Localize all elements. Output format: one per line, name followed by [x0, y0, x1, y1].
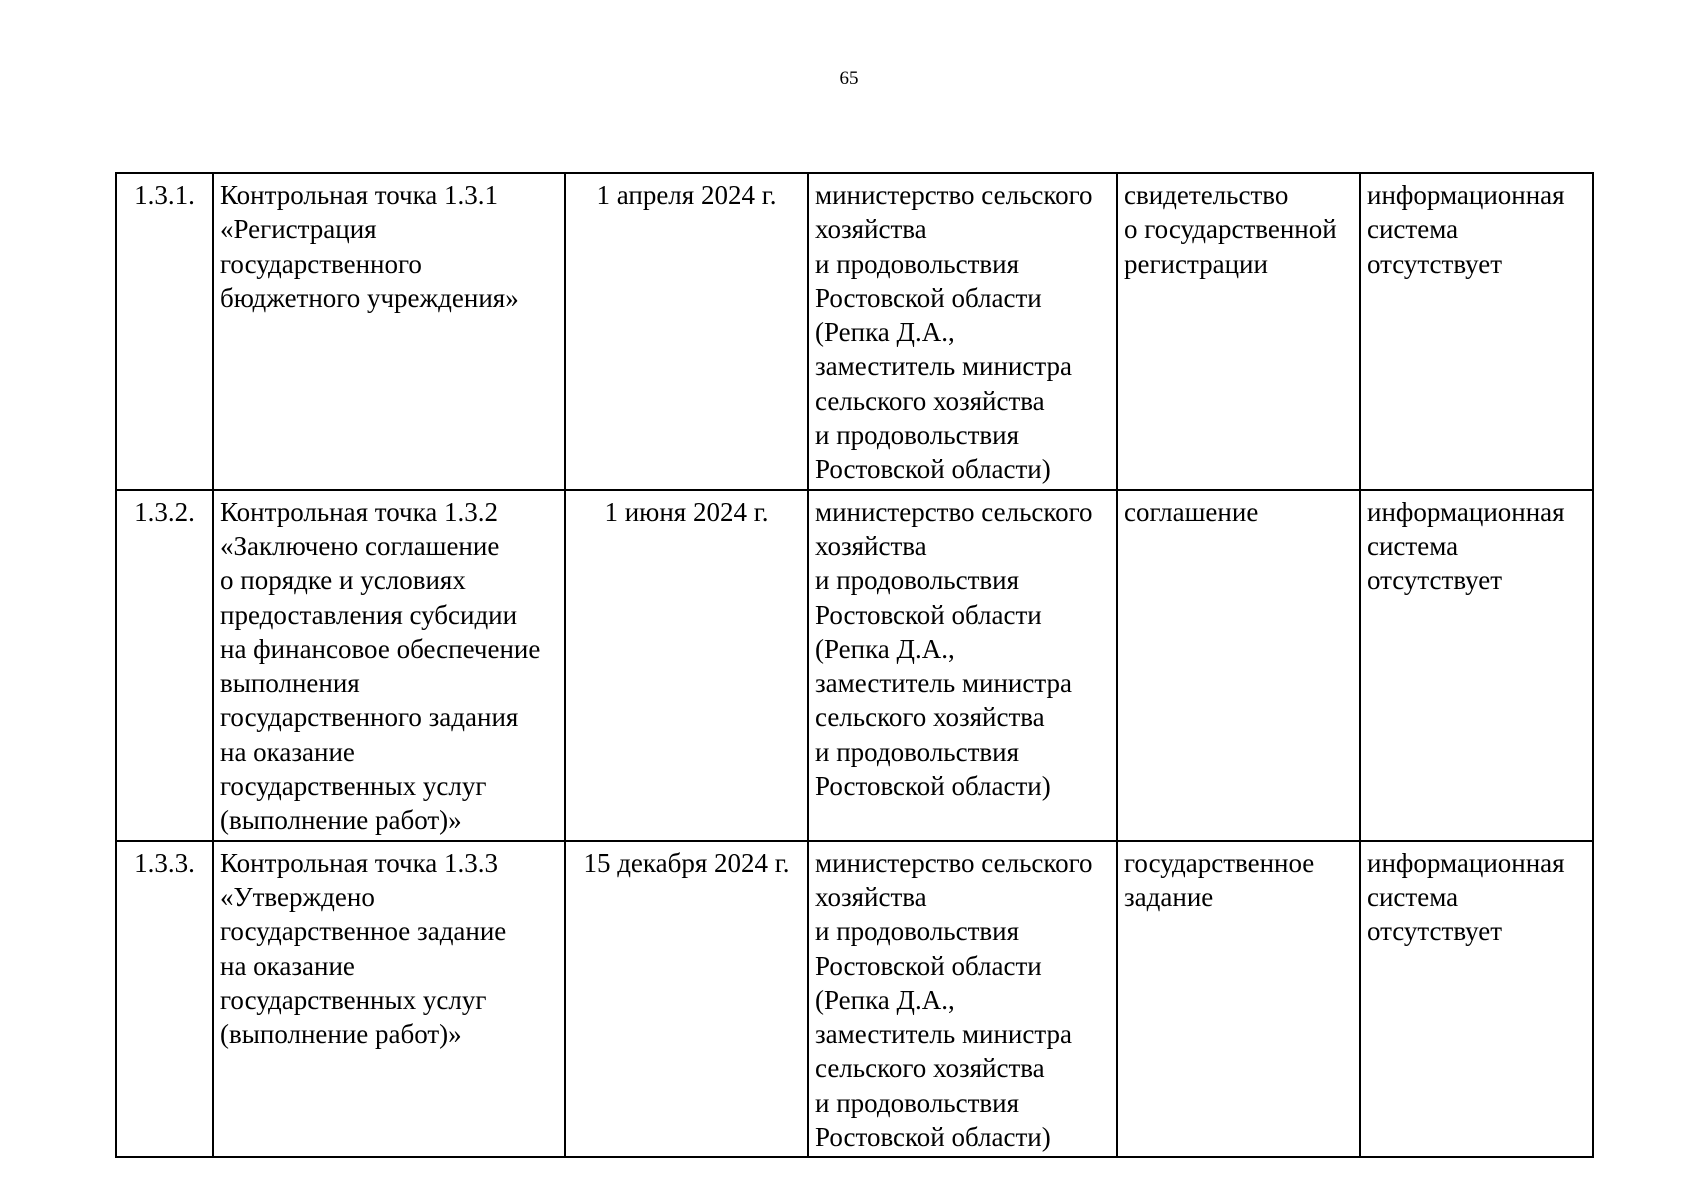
- table-row: [116, 841, 1593, 1158]
- responsible-executor-cell: министерство сельского хозяйства и продовольствия Ростовской области (Репка Д.А., заместитель министра сельского хозяйства и продовольствия Ростовской области): [808, 841, 1117, 1158]
- responsible-executor-cell: министерство сельского хозяйства и продовольствия Ростовской области (Репка Д.А., заместитель министра сельского хозяйства и продовольствия Ростовской области): [808, 490, 1117, 841]
- table-row: [116, 173, 1593, 490]
- control-point-name-cell: Контрольная точка 1.3.2 «Заключено соглашение о порядке и условиях предоставления субсидии на финансовое обеспечение выполнения государственного задания на оказание государственных услуг (выполнение работ)»: [213, 490, 565, 841]
- document-type-cell: свидетельство о государственной регистрации: [1117, 173, 1360, 490]
- control-point-name-cell: Контрольная точка 1.3.1 «Регистрация государственного бюджетного учреждения»: [213, 173, 565, 490]
- responsible-executor-cell: министерство сельского хозяйства и продовольствия Ростовской области (Репка Д.А., заместитель министра сельского хозяйства и продовольствия Ростовской области): [808, 173, 1117, 490]
- control-points-table: [115, 172, 1594, 1158]
- document-type-cell: государственное задание: [1117, 841, 1360, 1158]
- deadline-date-cell: 1 июня 2024 г.: [565, 490, 808, 841]
- row-number-cell: 1.3.3.: [116, 841, 213, 1158]
- row-number-cell: 1.3.1.: [116, 173, 213, 490]
- information-system-cell: информационная система отсутствует: [1360, 841, 1593, 1158]
- information-system-cell: информационная система отсутствует: [1360, 490, 1593, 841]
- information-system-cell: информационная система отсутствует: [1360, 173, 1593, 490]
- deadline-date-cell: 1 апреля 2024 г.: [565, 173, 808, 490]
- row-number-cell: 1.3.2.: [116, 490, 213, 841]
- control-point-name-cell: Контрольная точка 1.3.3 «Утверждено государственное задание на оказание государственных услуг (выполнение работ)»: [213, 841, 565, 1158]
- page-number: 65: [839, 68, 859, 89]
- table-row: [116, 490, 1593, 841]
- document-type-cell: соглашение: [1117, 490, 1360, 841]
- deadline-date-cell: 15 декабря 2024 г.: [565, 841, 808, 1158]
